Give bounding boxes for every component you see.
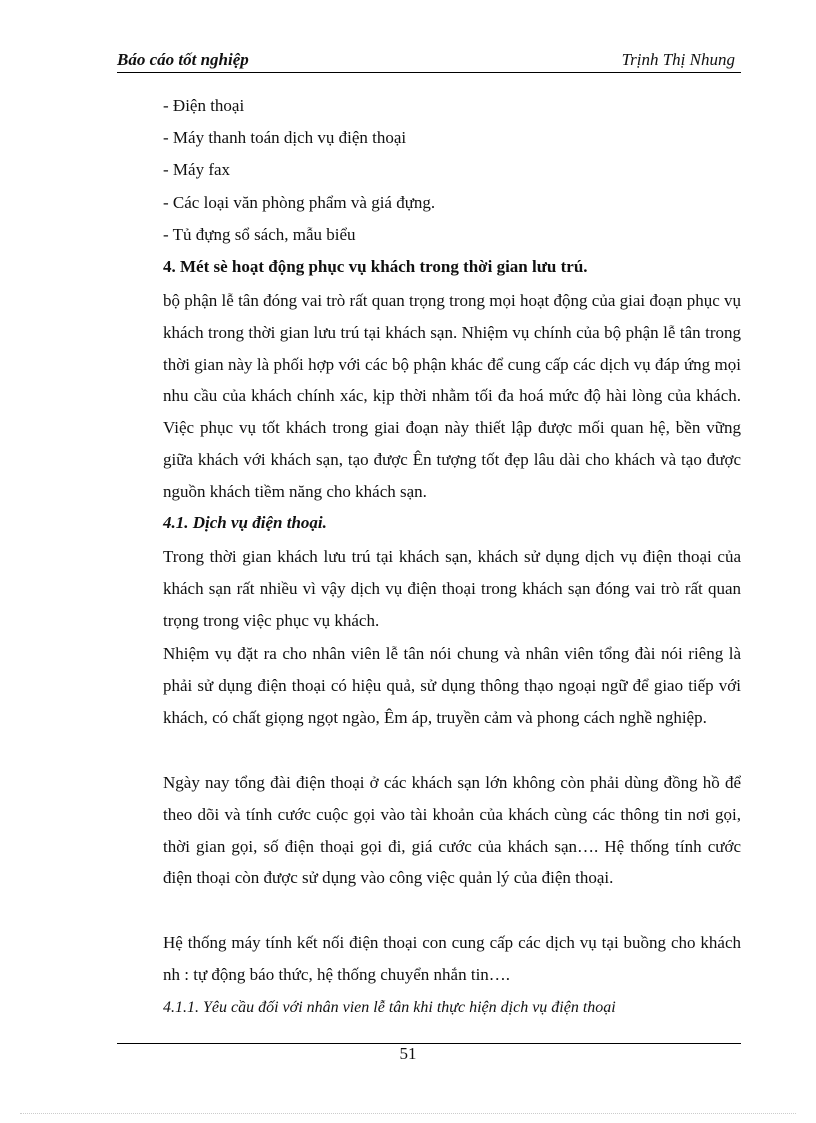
section-4-1-heading: 4.1. Dịch vụ điện thoại. <box>163 513 327 532</box>
paragraph-1 <box>117 541 741 636</box>
paragraph-text: Nhiệm vụ đặt ra cho nhân viên lễ tân nói chung và nhân viên tổng đài nói riêng là phải sử dụng điện thoại có hiệu quả, sử dụng thông thạo ngoại ngữ để giao tiếp với khách, có chất giọng ngọt ngào, Êm áp, truyền cảm và phong cách nghề nghiệp. <box>163 644 741 727</box>
header-report-title: Báo cáo tốt nghiệp <box>117 50 249 69</box>
bullet-item: - Máy thanh toán dịch vụ điện thoại <box>163 128 407 147</box>
header-author: Trịnh Thị Nhung <box>621 50 735 69</box>
section-4-1-1-heading: 4.1.1. Yêu cầu đối với nhân vien lễ tân khi thực hiện dịch vụ điện thoại <box>163 999 616 1016</box>
paragraph-text: Hệ thống máy tính kết nối điện thoại con cung cấp các dịch vụ tại buồng cho khách nh : tự động báo thức, hệ thống chuyển nhắn tin…. <box>163 933 741 984</box>
bullet-item: - Máy fax <box>163 160 231 179</box>
paragraph-text: Trong thời gian khách lưu trú tại khách sạn, khách sử dụng dịch vụ điện thoại của khách sạn rất nhiều vì vậy dịch vụ điện thoại trong khách sạn đóng vai trò rất quan trọng trong việc phục vụ khách. <box>163 547 741 630</box>
paragraph-2 <box>117 638 741 733</box>
section-4-heading: 4. Mét sè hoạt động phục vụ khách trong thời gian lưu trú. <box>163 257 588 276</box>
paragraph-3 <box>117 767 741 894</box>
paragraph-text: Ngày nay tổng đài điện thoại ở các khách sạn lớn không còn phải dùng đồng hồ để theo dõi và tính cước cuộc gọi vào tài khoản của khách cùng các thông tin nơi gọi, thời gian gọi, số điện thoại gọi đi, giá cước của khách sạn…. Hệ thống tính cước điện thoại còn được sử dụng vào công việc quản lý của điện thoại. <box>163 773 741 888</box>
paragraph-text: bộ phận lễ tân đóng vai trò rất quan trọng trong mọi hoạt động của giai đoạn phục vụ khách trong thời gian lưu trú tại khách sạn. Nhiệm vụ chính của bộ phận lễ tân trong thời gian này là phối hợp với các bộ phận khác để cung cấp các dịch vụ đáp ứng mọi nhu cầu của khách chính xác, kịp thời nhằm tối đa hoá mức độ hài lòng của khách. Việc phục vụ tốt khách trong giai đoạn này thiết lập được mối quan hệ, bền vững giữa khách với khách sạn, tạo được Ên tượng tốt đẹp lâu dài cho khách và tạo được nguồn khách tiềm năng cho khách sạn. <box>163 291 741 501</box>
section-4-paragraph <box>117 285 741 508</box>
paragraph-4 <box>117 927 741 991</box>
bullet-item: - Tủ đựng sổ sách, mẫu biểu <box>163 225 356 244</box>
bullet-item: - Điện thoại <box>163 96 245 115</box>
page-bottom-border <box>20 1113 796 1114</box>
bullet-item: - Các loại văn phòng phẩm và giá đựng. <box>163 193 436 212</box>
page-header <box>117 48 741 73</box>
page-number: 51 <box>399 1044 417 1063</box>
